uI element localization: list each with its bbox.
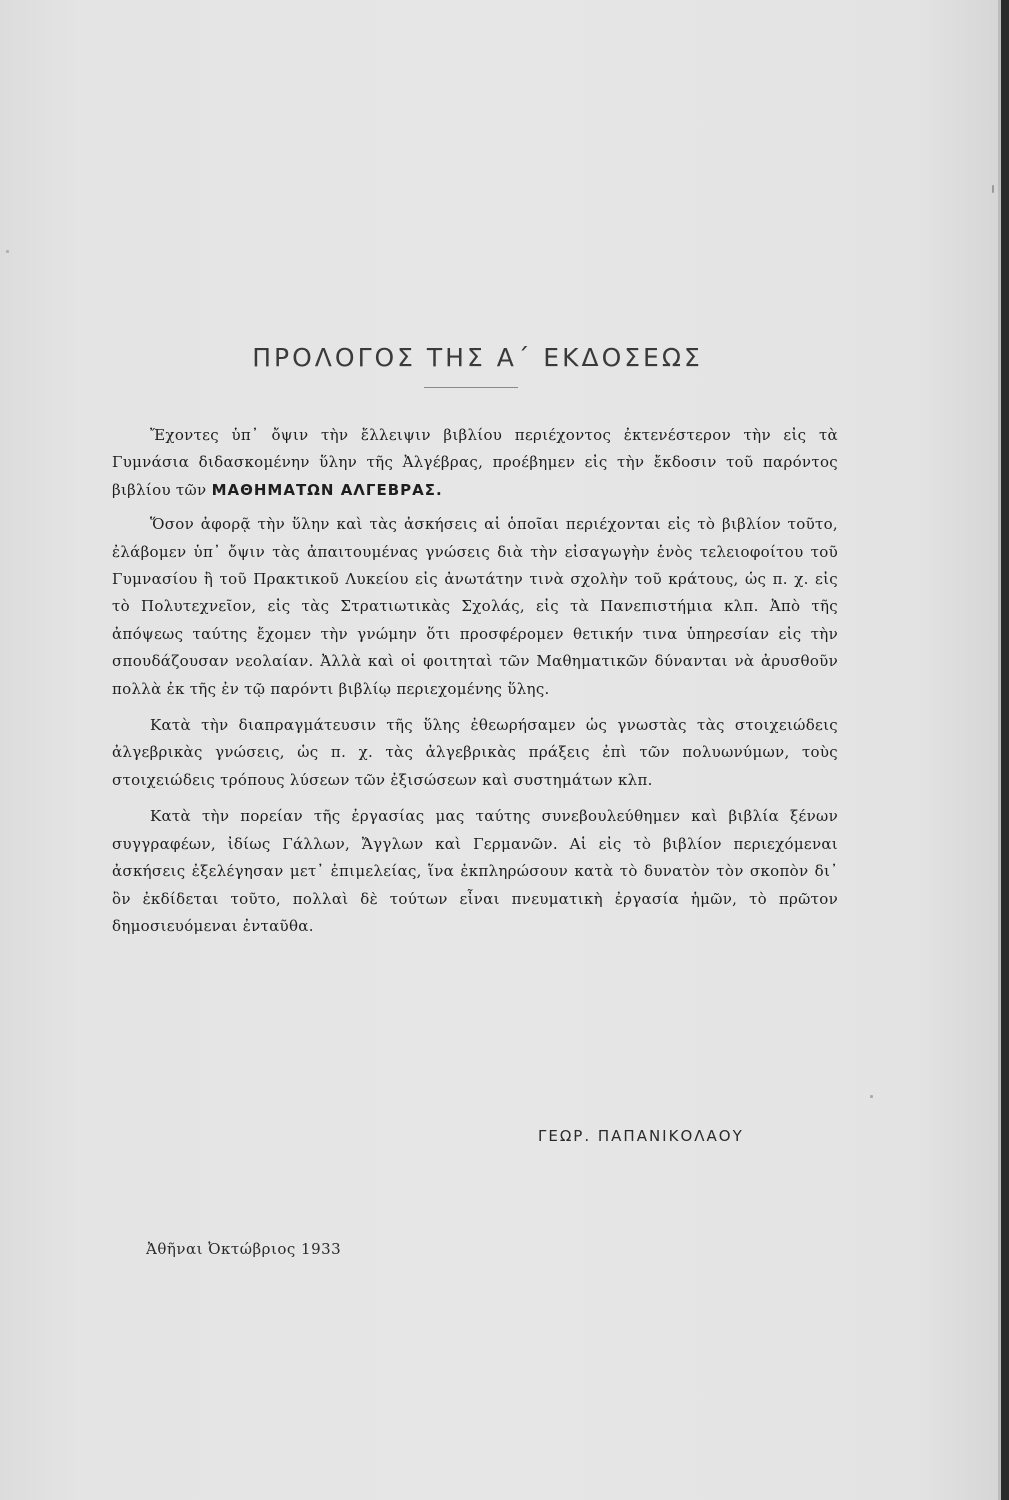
preface-heading: ΠΡΟΛΟΓΟΣ ΤΗΣ Α΄ ΕΚΔΟΣΕΩΣ	[252, 343, 703, 372]
author-signature: ΓΕΩΡ. ΠΑΠΑΝΙΚΟΛΑΟΥ	[538, 1127, 744, 1145]
paragraph-3: Κατὰ τὴν διαπραγμάτευσιν τῆς ὕλης ἐθεωρήσαμεν ὡς γνωστὰς τὰς στοιχειώδεις ἀλγεβρικὰς γνώσεις, ὡς π. χ. τὰς ἀλγεβρικὰς πράξεις ἐπὶ τῶν πολυωνύμων, τοὺς στοιχειώδεις τρόπους λύσεων τῶν ἐξισώσεων καὶ συστημάτων κλπ.	[112, 716, 838, 789]
book-title: ΜΑΘΗΜΑΤΩΝ ΑΛΓΕΒΡΑΣ.	[211, 480, 443, 499]
paper-speck	[6, 250, 9, 253]
paragraph-4: Κατὰ τὴν πορείαν τῆς ἐργασίας μας ταύτης συνεβουλεύθημεν καὶ βιβλία ξένων συγγραφέων, ἰδίως Γάλλων, Ἄγγλων καὶ Γερμανῶν. Αἱ εἰς τὸ βιβλίον περιεχόμεναι ἀσκήσεις ἐξελέγησαν μετ᾽ ἐπιμελείας, ἵνα ἐκπληρώσουν κατὰ τὸ δυνατὸν τὸν σκοπὸν δι᾽ ὃν ἐκδίδεται τοῦτο, πολλαὶ δὲ τούτων εἶναι πνευματικὴ ἐργασία ἡμῶν, τὸ πρῶτον δημοσιευόμεναι ἐνταῦθα.	[112, 807, 838, 935]
paper-speck	[870, 1095, 873, 1098]
heading-divider	[424, 387, 518, 388]
paragraph-1-text: Ἔχοντες ὑπ᾽ ὄψιν τὴν ἔλλειψιν βιβλίου περιέχοντος ἐκτενέστερον τὴν εἰς τὰ Γυμνάσια διδασκομένην ὕλην τῆς Ἀλγέβρας, προέβημεν εἰς τὴν ἔκδοσιν τοῦ παρόντος βιβλίου τῶν	[112, 426, 838, 499]
paragraph-2: Ὅσον ἀφορᾷ τὴν ὕλην καὶ τὰς ἀσκήσεις αἱ ὁποῖαι περιέχονται εἰς τὸ βιβλίον τοῦτο, ἐλάβομεν ὑπ᾽ ὄψιν τὰς ἀπαιτουμένας γνώσεις διὰ τὴν εἰσαγωγὴν ἑνὸς τελειοφοίτου τοῦ Γυμνασίου ἢ τοῦ Πρακτικοῦ Λυκείου εἰς ἀνωτάτην τινὰ σχολὴν τοῦ κράτους, ὡς π. χ. εἰς τὸ Πολυτεχνεῖον, εἰς τὰς Στρατιωτικὰς Σχολάς, εἰς τὰ Πανεπιστήμια κλπ. Ἀπὸ τῆς ἀπόψεως ταύτης ἔχομεν τὴν γνώμην ὅτι προσφέρομεν θετικήν τινα ὑπηρεσίαν εἰς τὴν σπουδάζουσαν νεολαίαν. Ἀλλὰ καὶ οἱ φοιτηταὶ τῶν Μαθηματικῶν δύνανται νὰ ἀρυσθοῦν πολλὰ ἐκ τῆς ἐν τῷ παρόντι βιβλίῳ περιεχομένης ὕλης.	[112, 515, 838, 698]
paragraph-1	[112, 422, 838, 504]
preface-body	[112, 422, 838, 947]
paper-speck	[992, 185, 994, 193]
place-date: Ἀθῆναι Ὀκτώβριος 1933	[146, 1240, 342, 1258]
